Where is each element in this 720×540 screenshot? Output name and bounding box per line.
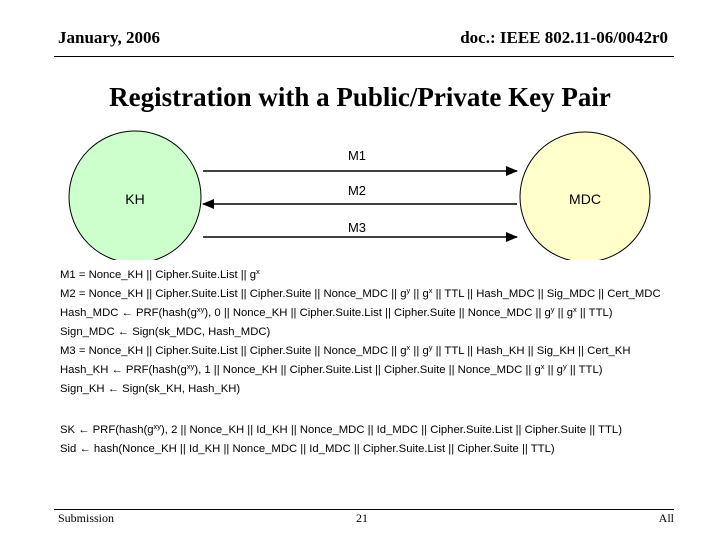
- m3-label: M3: [347, 220, 367, 235]
- m2-label: M2: [347, 183, 367, 198]
- equations-block: [60, 266, 710, 459]
- kh-label: KH: [125, 191, 145, 207]
- eq-hash-mdc: Hash_MDC ← $PRF(hash(g^{xy})$, 0 || Nonce_KH || Cipher.Suite.List || Cipher.Suite || Nonce_MDC || $g^y$ || $g^x$ || TTL): [60, 305, 613, 319]
- eq-m2: M2 = Nonce_KH || Cipher.Suite.List || Cipher.Suite || Nonce_MDC || $g^y$ || $g^x$ || TTL || Hash_MDC || Sig_MDC || Cert_MDC: [60, 286, 661, 300]
- mdc-label: MDC: [569, 191, 601, 207]
- eq-sid: Sid ← hash(Nonce_KH || Id_KH || Nonce_MDC || Id_MDC || Cipher.Suite.List || Cipher.Suite || TTL): [60, 443, 555, 455]
- eq-m3: M3 = Nonce_KH || Cipher.Suite.List || Cipher.Suite || Nonce_MDC || $g^x$ || $g^y$ || TTL || Hash_KH || Sig_KH || Cert_KH: [60, 343, 631, 357]
- footer-divider: [54, 509, 674, 510]
- footer-author: All: [658, 511, 674, 525]
- eq-sk: SK ← $PRF(hash(g^{xy})$, 2 || Nonce_KH || Id_KH || Nonce_MDC || Id_MDC || Cipher.Suite.List || Cipher.Suite || TTL): [60, 422, 622, 436]
- m1-label: M1: [347, 148, 367, 163]
- protocol-diagram: [0, 0, 720, 260]
- eq-sign-kh: Sign_KH ← Sign(sk_KH, Hash_KH): [60, 383, 241, 395]
- header-date: January, 2006: [58, 28, 161, 47]
- eq-sign-mdc: Sign_MDC ← Sign(sk_MDC, Hash_MDC): [60, 326, 271, 338]
- footer-page-number: 21: [356, 511, 368, 525]
- eq-hash-kh: Hash_KH ← $PRF(hash(g^{xy})$, 1 || Nonce_KH || Cipher.Suite.List || Cipher.Suite || Nonce_MDC || $g^x$ || $g^y$ || TTL): [60, 362, 603, 376]
- footer-submission: Submission: [58, 511, 115, 525]
- slide-title: Registration with a Public/Private Key Pair: [109, 82, 611, 112]
- eq-m1: M1 = Nonce_KH || Cipher.Suite.List || $g^x$: [60, 267, 260, 281]
- header-doc-id: doc.: IEEE 802.11-06/0042r0: [460, 28, 668, 47]
